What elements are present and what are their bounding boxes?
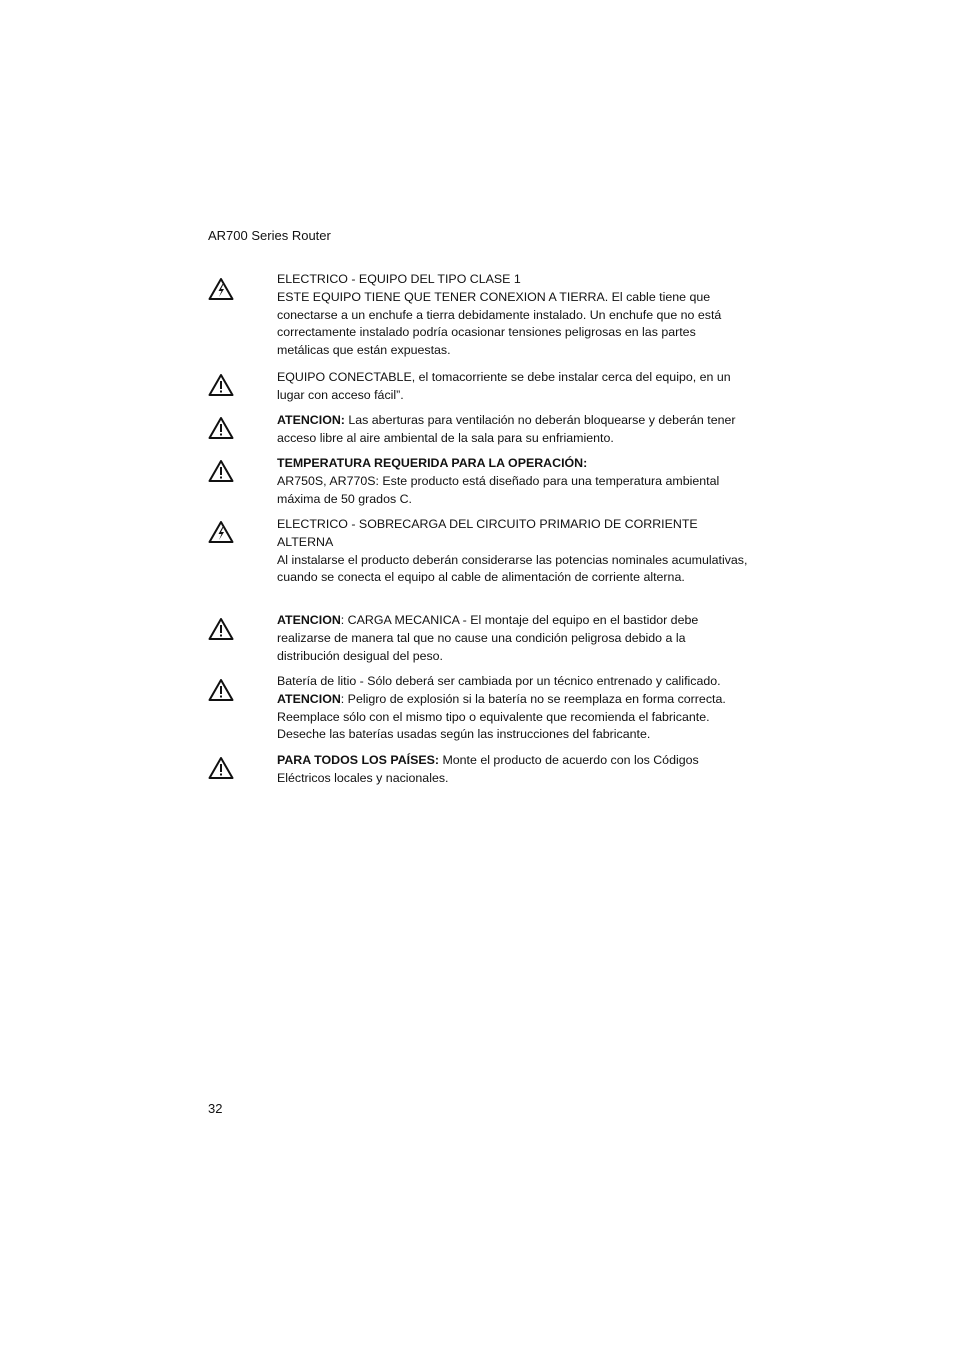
warning-body — [277, 752, 748, 788]
warning-label: PARA TODOS LOS PAÍSES: — [277, 753, 440, 767]
warning-icon — [208, 617, 234, 641]
warning-text: Monte el producto de acuerdo con los Códigos Eléctricos locales y nacionales. — [277, 753, 699, 785]
warning-body: AR750S, AR770S: Este producto está diseñado para una temperatura ambiental máxima de 50 grados C. — [277, 473, 720, 506]
warning-text: : CARGA MECANICA - El montaje del equipo en el bastidor debe realizarse de manera tal que no cause una condición peligrosa debido a la distribución desigual del peso. — [277, 613, 699, 663]
warning-body — [277, 691, 748, 744]
warning-title: ELECTRICO - SOBRECARGA DEL CIRCUITO PRIMARIO DE CORRIENTE ALTERNA — [277, 517, 698, 549]
warning-body — [277, 612, 748, 665]
warning-icon — [208, 416, 234, 440]
warning-label — [277, 455, 748, 473]
warning-label: ATENCION — [277, 613, 341, 627]
warning-icon — [208, 756, 234, 780]
warning-text: Las aberturas para ventilación no deberán bloquearse y deberán tener acceso libre al aire ambiental de la sala para su enfriamiento. — [277, 413, 736, 445]
warning-body: Al instalarse el producto deberán considerarse las potencias nominales acumulativas, cuando se conecta el equipo al cable de alimentación de corriente alterna. — [277, 552, 748, 585]
warning-label-text: TEMPERATURA REQUERIDA PARA LA OPERACIÓN: — [277, 456, 588, 470]
warning-text: : Peligro de explosión si la batería no se reemplaza en forma correcta. Reemplace sólo con el mismo tipo o equivalente que recomienda el fabricante. Deseche las baterías usadas según las instrucciones del fabricante. — [277, 691, 726, 742]
electric-warning-icon — [208, 277, 234, 301]
warning-label: ATENCION — [277, 691, 341, 706]
warning-body — [277, 412, 748, 448]
warning-icon — [208, 678, 234, 702]
warning-body: EQUIPO CONECTABLE, el tomacorriente se debe instalar cerca del equipo, en un lugar con acceso fácil”. — [277, 370, 731, 402]
warning-icon — [208, 373, 234, 397]
warning-title: Batería de litio - Sólo deberá ser cambiada por un técnico entrenado y calificado. — [277, 674, 721, 688]
running-header: AR700 Series Router — [208, 228, 331, 243]
page-number: 32 — [208, 1101, 223, 1116]
electric-warning-icon — [208, 520, 234, 544]
warning-body: ESTE EQUIPO TIENE QUE TENER CONEXION A TIERRA. El cable tiene que conectarse a un enchufe a tierra debidamente instalado. Un enchufe que no está correctamente instalado podría ocasionar tensiones peligrosas en las partes metálicas que están expuestas. — [277, 289, 722, 358]
warning-label: ATENCION: — [277, 413, 345, 427]
warning-title: ELECTRICO - EQUIPO DEL TIPO CLASE 1 — [277, 272, 521, 286]
warning-icon — [208, 459, 234, 483]
